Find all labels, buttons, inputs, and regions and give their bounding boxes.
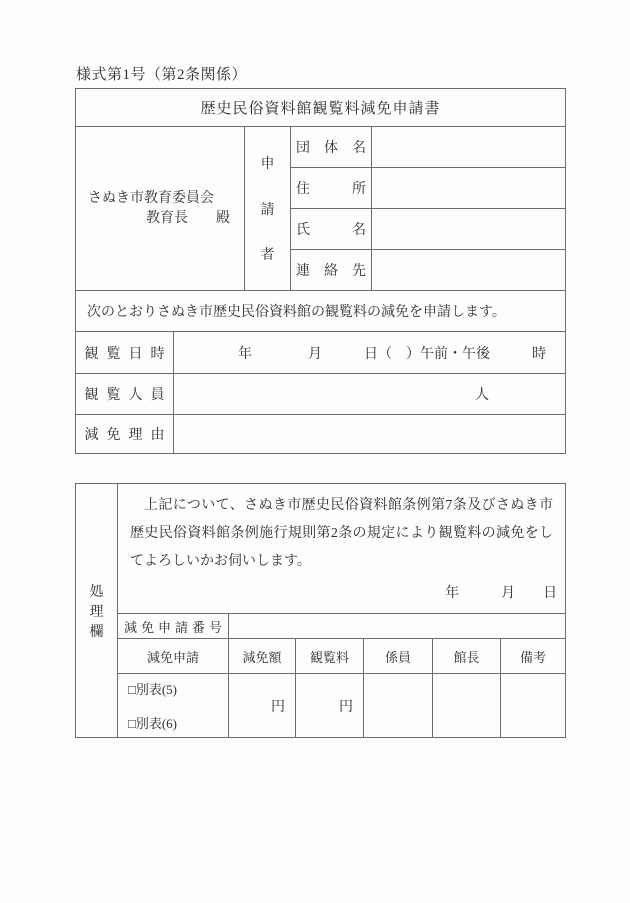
form-number: 様式第1号（第2条関係） [76, 67, 248, 83]
field-label-organization: 団 体 名 [291, 127, 372, 168]
row-label-viewing-datetime: 観覧日時 [76, 332, 174, 374]
field-label-name: 氏 名 [291, 209, 372, 250]
viewing-datetime-value: 年 月 日（ ）午前・午後 時 [174, 332, 566, 374]
header-staff: 係員 [364, 639, 433, 674]
applicant-vertical-label [245, 127, 291, 291]
applicant-char-1: 申 [260, 157, 275, 172]
schedule-options-cell [118, 674, 229, 738]
director-signature-cell [433, 674, 501, 738]
addressee-honorific: 教育長 殿 [146, 210, 230, 226]
header-admission-fee: 観覧料 [296, 639, 364, 674]
processing-table [75, 483, 566, 738]
field-value-name [372, 209, 566, 250]
addressee-cell [76, 127, 245, 291]
field-label-contact: 連 絡 先 [291, 250, 372, 291]
schedule-option-checkbox-6: □別表(6) [128, 716, 178, 731]
inquiry-cell [118, 484, 566, 614]
processing-vertical-label [76, 484, 118, 738]
processing-char-2: 理 [89, 604, 104, 620]
applicant-char-2: 請 [260, 202, 275, 218]
admission-fee-unit: 円 [296, 674, 364, 738]
exemption-application-number-label: 減免申請番号 [118, 614, 229, 639]
header-exemption-application: 減免申請 [118, 639, 229, 674]
row-label-exemption-reason: 減免理由 [76, 415, 174, 454]
inquiry-text: 上記について、さぬき市歴史民俗資料館条例第7条及びさぬき市歴史民俗資料館条例施行規則第2条の規定により観覧料の減免をしてよろしいかお伺いします。 [130, 498, 554, 569]
header-remarks: 備考 [501, 639, 566, 674]
row-label-visitor-count: 観覧人員 [76, 374, 174, 415]
visitor-count-value: 人 [174, 374, 566, 415]
schedule-option-checkbox-5: □別表(5) [128, 682, 178, 697]
field-value-contact [372, 250, 566, 291]
header-director: 館長 [433, 639, 501, 674]
processing-char-3: 欄 [89, 624, 104, 640]
staff-signature-cell [364, 674, 433, 738]
application-statement: 次のとおりさぬき市歴史民俗資料館の観覧料の減免を申請します。 [76, 291, 566, 332]
exemption-amount-unit: 円 [229, 674, 296, 738]
applicant-char-3: 者 [260, 248, 275, 263]
header-exemption-amount: 減免額 [229, 639, 296, 674]
inquiry-date-line: 年 月 日 [445, 586, 558, 601]
field-value-address [372, 168, 566, 209]
field-label-address: 住 所 [291, 168, 372, 209]
exemption-reason-value [174, 415, 566, 454]
addressee-organization: さぬき市教育委員会 [88, 190, 214, 206]
processing-char-1: 処 [89, 584, 104, 600]
exemption-application-number-value [229, 614, 566, 639]
field-value-organization [372, 127, 566, 168]
application-table [75, 88, 566, 454]
remarks-cell [501, 674, 566, 738]
form-title: 歴史民俗資料館観覧料減免申請書 [76, 89, 566, 127]
